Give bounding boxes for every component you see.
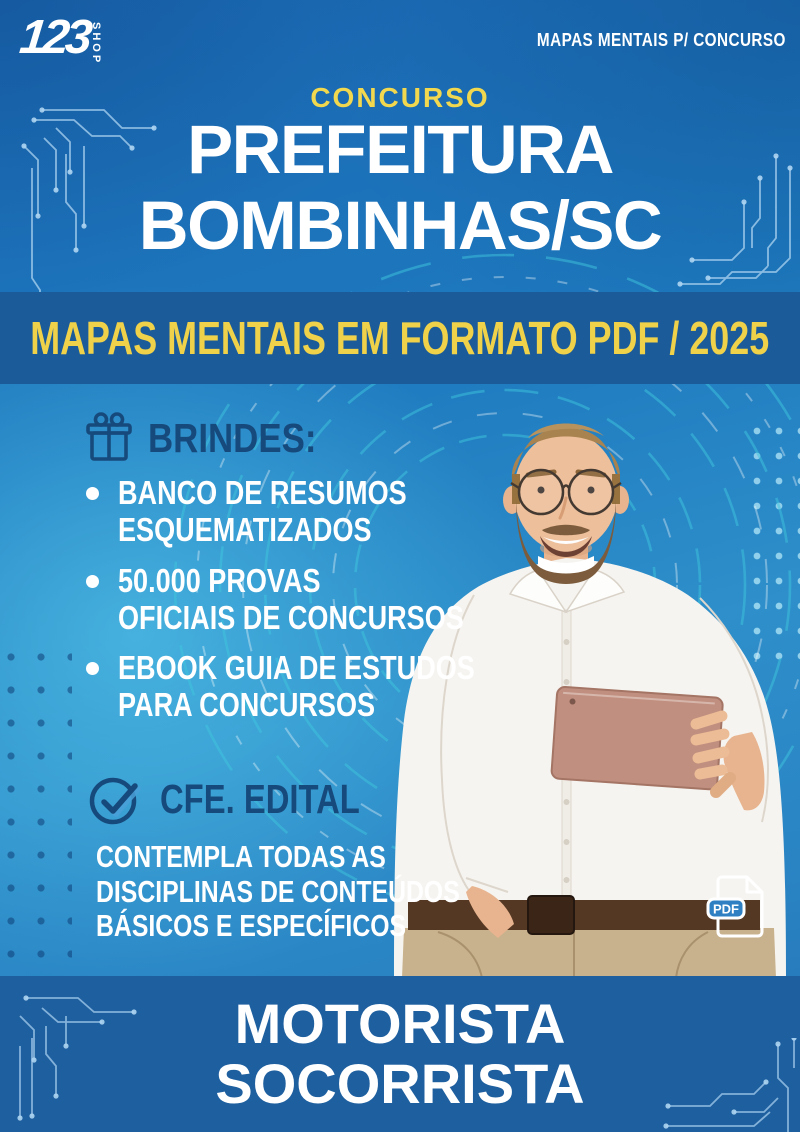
banner-text: MAPAS MENTAIS EM FORMATO PDF / 2025: [30, 312, 770, 364]
kicker-concurso: CONCURSO: [310, 82, 490, 113]
brindes-heading: [84, 412, 346, 464]
brinde-item: BANCO DE RESUMOS ESQUEMATIZADOS: [84, 474, 484, 549]
circuit-decoration-bottom-right: [658, 1038, 800, 1132]
job-title-line1: MOTORISTA: [234, 992, 566, 1056]
main-title-line2: BOMBINHAS/SC: [138, 186, 662, 264]
brindes-label: BRINDES:: [148, 414, 317, 461]
pdf-file-icon: [700, 872, 772, 942]
main-title: [0, 112, 800, 264]
circuit-decoration-bottom-left: [6, 984, 158, 1129]
main-title-line1: PREFEITURA: [187, 111, 613, 188]
brindes-list: [84, 474, 484, 737]
brand-logo-number: 123: [17, 11, 91, 64]
brinde-item: 50.000 PROVAS OFICIAIS DE CONCURSOS: [84, 562, 484, 637]
brinde-item: EBOOK GUIA DE ESTUDOS PARA CONCURSOS: [84, 649, 484, 724]
brand-logo: [17, 11, 103, 66]
gift-icon: [84, 412, 134, 464]
brand-logo-word: SHOP: [90, 22, 103, 66]
svg-text:PDF: PDF: [713, 901, 739, 917]
checkmark-icon: [86, 770, 144, 828]
edital-label: CFE. EDITAL: [160, 775, 360, 822]
edital-description: CONTEMPLA TODAS AS DISCIPLINAS DE CONTEÚDOS BÁSICOS E ESPECÍFICOS: [96, 839, 460, 944]
edital-heading: [86, 770, 410, 828]
job-title-line2: SOCORRISTA: [215, 1052, 585, 1115]
top-tagline: MAPAS MENTAIS P/ CONCURSO: [537, 30, 786, 50]
banner-strip: [0, 292, 800, 384]
